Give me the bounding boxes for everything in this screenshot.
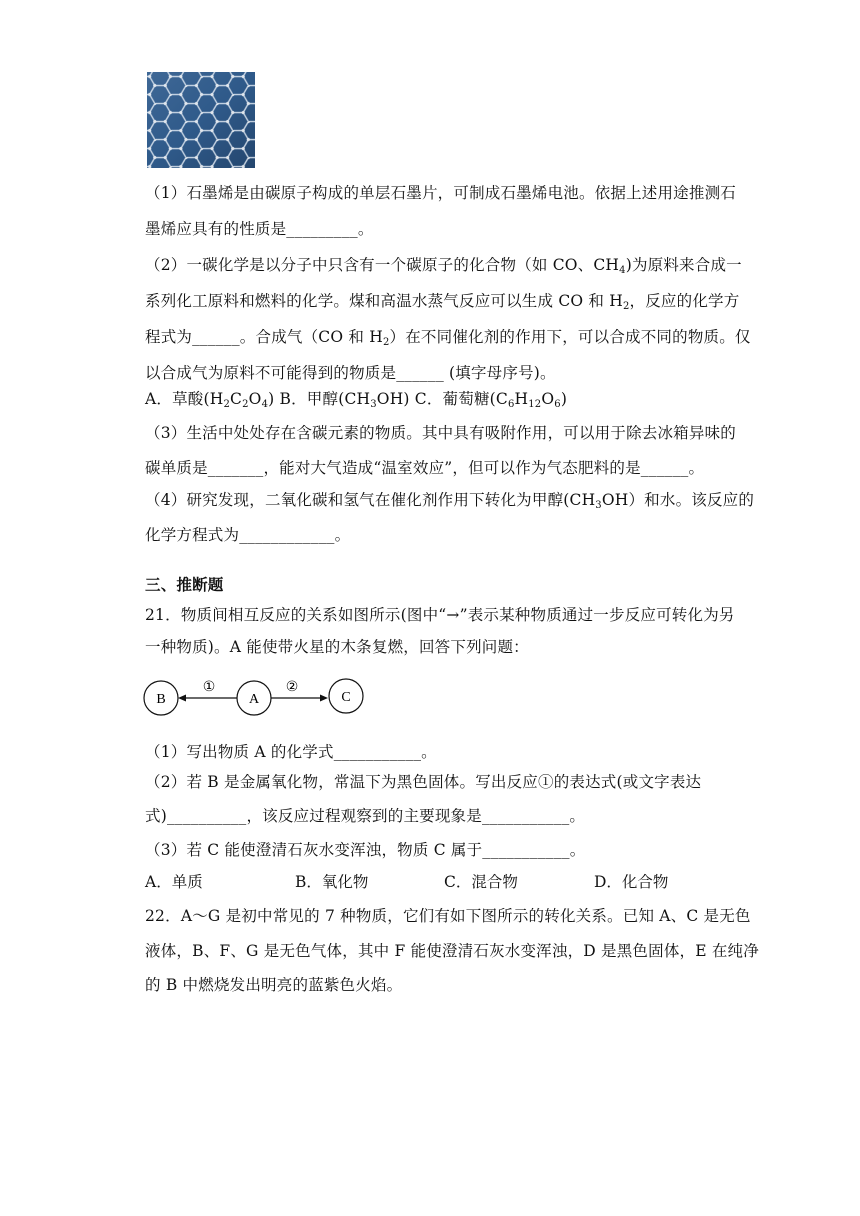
q21-sub-3: （3）若 C 能使澄清石灰水变浑浊，物质 C 属于___________。: [145, 841, 586, 859]
graphene-image: [147, 72, 255, 168]
q22-line-1: 22．A～G 是初中常见的 7 种物质，它们有如下图所示的转化关系。已知 A、C 是无色: [145, 907, 751, 925]
arrow-a-to-b-head: [178, 695, 186, 702]
q1-line-2: 墨烯应具有的性质是_________。: [145, 220, 374, 238]
q22-line-3: 的 B 中燃烧发出明亮的蓝紫色火焰。: [145, 976, 403, 994]
q2-line-4: 以合成气为原料不可能得到的物质是______ (填字母序号)。: [145, 364, 556, 382]
q21-option-b: B．氧化物: [295, 873, 369, 891]
q21-option-d: D．化合物: [594, 873, 669, 891]
q22-line-2: 液体，B、F、G 是无色气体，其中 F 能使澄清石灰水变浑浊，D 是黑色固体，E 在纯净: [145, 942, 759, 960]
q2-line-3: 程式为______。合成气（CO 和 $H_2$）在不同催化剂的作用下，可以合成不同的物质。仅: [145, 328, 751, 348]
q3-line-2: 碳单质是_______，能对大气造成“温室效应”，但可以作为气态肥料的是______。: [145, 459, 705, 477]
q21-sub-2-line-2: 式)__________，该反应过程观察到的主要现象是___________。: [145, 807, 586, 825]
q2-line-2: 系列化工原料和燃料的化学。煤和高温水蒸气反应可以生成 CO 和 $H_2$，反应的化学方: [145, 292, 740, 312]
q21-diagram: [140, 672, 380, 722]
q2-options: A．草酸$(H_2C_2O_4)$ B．甲醇$(CH_3OH)$ C．葡萄糖$(C_6H_{12}O_6)$: [145, 390, 568, 410]
node-c-label: C: [341, 690, 351, 705]
q1-line-1: （1）石墨烯是由碳原子构成的单层石墨片，可制成石墨烯电池。依据上述用途推测石: [145, 184, 736, 202]
q3-line-1: （3）生活中处处存在含碳元素的物质。其中具有吸附作用，可以用于除去冰箱异味的: [145, 424, 736, 442]
reaction-label-2: ②: [285, 679, 299, 695]
node-a-label: A: [248, 692, 260, 707]
q21-sub-2-line-1: （2）若 B 是金属氧化物，常温下为黑色固体。写出反应①的表达式(或文字表达: [145, 773, 702, 791]
arrow-a-to-c-head: [320, 695, 328, 702]
section-heading: 三、推断题: [145, 575, 224, 594]
q4-line-1: （4）研究发现，二氧化碳和氢气在催化剂作用下转化为甲醇$(CH_3OH)$和水。该反应的: [145, 491, 755, 511]
q4-line-2: 化学方程式为____________。: [145, 526, 351, 544]
node-b-label: B: [156, 692, 166, 707]
q21-option-c: C．混合物: [444, 873, 518, 891]
q21-line-1: 21．物质间相互反应的关系如图所示(图中“→”表示某种物质通过一步反应可转化为另: [145, 606, 735, 624]
q2-line-1: （2）一碳化学是以分子中只含有一个碳原子的化合物（如 CO、$CH_4$)为原料来合成一: [145, 256, 742, 276]
q21-line-2: 一种物质)。A 能使带火星的木条复燃，回答下列问题：: [145, 638, 529, 656]
q21-option-a: A．单质: [145, 873, 203, 891]
q21-sub-1: （1）写出物质 A 的化学式___________。: [145, 743, 437, 761]
reaction-label-1: ①: [202, 679, 216, 695]
